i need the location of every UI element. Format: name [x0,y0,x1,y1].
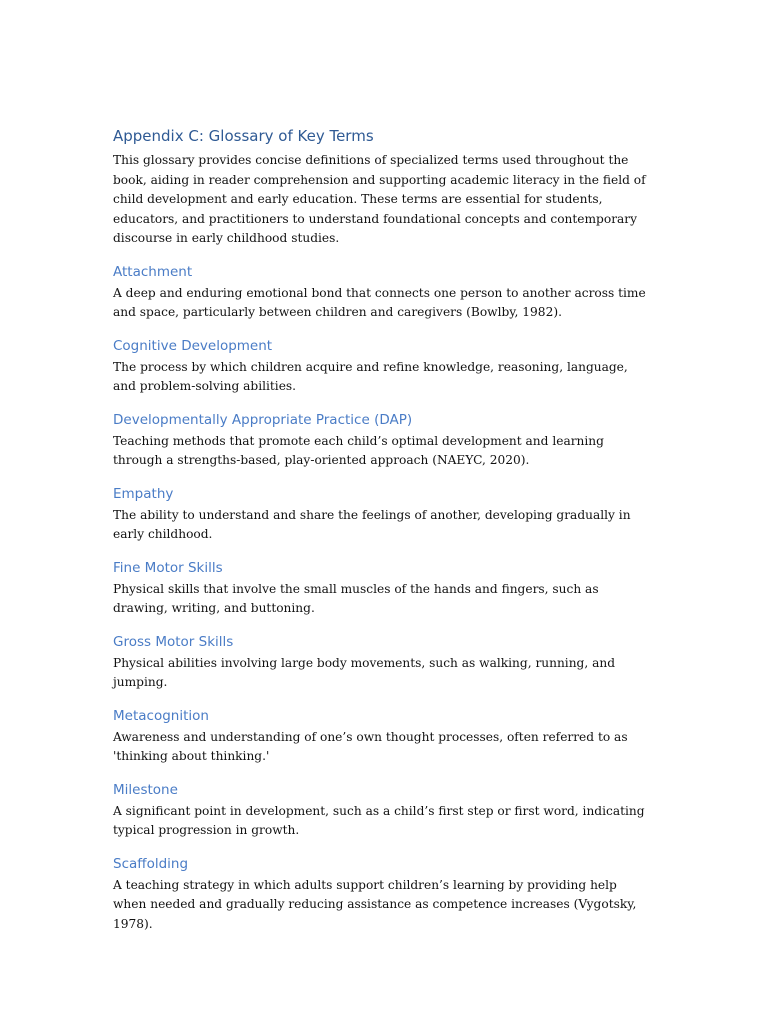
glossary-definition: A teaching strategy in which adults support children’s learning by providing help when needed and gradually reducing assistance as competence increases (Vygotsky, 1978). [113,877,637,931]
glossary-list [113,262,653,935]
glossary-definition: Teaching methods that promote each child’s optimal development and learning through a strengths-based, play-oriented approach (NAEYC, 2020). [113,433,604,467]
glossary-term: Cognitive Development [113,337,273,354]
glossary-term: Empathy [113,485,174,502]
glossary-entry-gross-motor-skills [113,632,653,693]
glossary-term: Metacognition [113,707,209,724]
glossary-definition: Awareness and understanding of one’s own thought processes, often referred to as 'thinking about thinking.' [113,729,628,763]
glossary-term: Fine Motor Skills [113,559,223,576]
glossary-definition: A significant point in development, such as a child’s first step or first word, indicating typical progression in growth. [113,803,645,837]
glossary-definition: The ability to understand and share the feelings of another, developing gradually in early childhood. [113,507,631,541]
glossary-term: Gross Motor Skills [113,633,234,650]
glossary-term: Milestone [113,781,178,798]
glossary-entry-empathy [113,484,653,545]
glossary-entry-fine-motor-skills [113,558,653,619]
glossary-term: Developmentally Appropriate Practice (DAP) [113,411,413,428]
glossary-term: Attachment [113,263,193,280]
glossary-definition: Physical abilities involving large body movements, such as walking, running, and jumping. [113,655,616,689]
page-title: Appendix C: Glossary of Key Terms [113,127,374,145]
glossary-entry-scaffolding [113,854,653,935]
glossary-definition: A deep and enduring emotional bond that connects one person to another across time and space, particularly between children and caregivers (Bowlby, 1982). [113,285,646,319]
glossary-entry-dap [113,410,653,471]
glossary-definition: Physical skills that involve the small muscles of the hands and fingers, such as drawing, writing, and buttoning. [113,581,599,615]
glossary-definition: The process by which children acquire and refine knowledge, reasoning, language, and problem-solving abilities. [113,359,628,393]
glossary-entry-metacognition [113,706,653,767]
intro-paragraph: This glossary provides concise definitions of specialized terms used throughout the book, aiding in reader comprehension and supporting academic literacy in the field of child development and early education. These terms are essential for students, educators, and practitioners to understand foundational concepts and contemporary discourse in early childhood studies. [113,153,646,245]
glossary-entry-cognitive-development [113,336,653,397]
glossary-entry-milestone [113,780,653,841]
glossary-entry-attachment [113,262,653,323]
document-page [113,125,653,934]
glossary-term: Scaffolding [113,855,189,872]
